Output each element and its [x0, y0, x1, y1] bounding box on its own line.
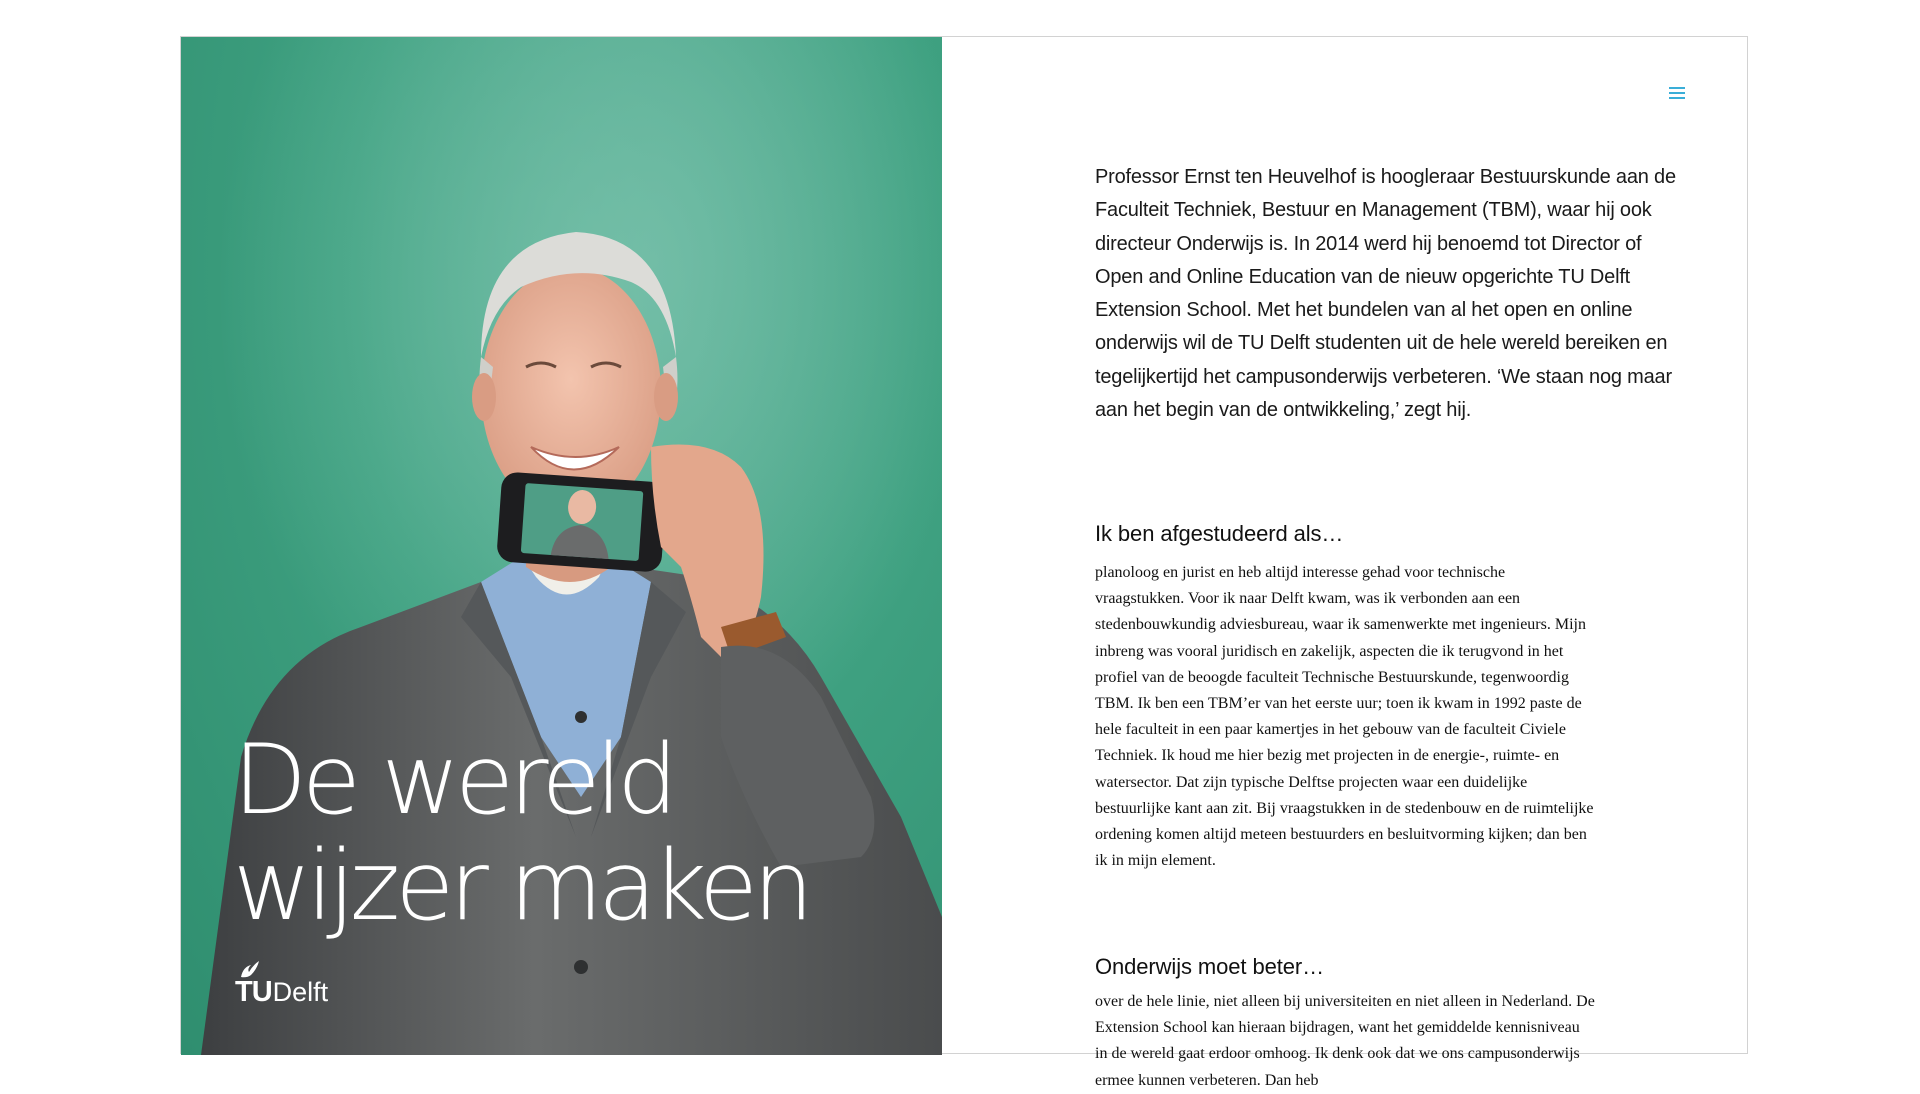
section-heading-education: Onderwijs moet beter…: [1095, 954, 1324, 979]
article-intro: Professor Ernst ten Heuvelhof is hoogleraar Bestuurskunde aan de Faculteit Techniek, Bestuur en Management (TBM), waar hij ook directeur Onderwijs is. In 2014 werd hij benoemd tot Director of Open and Online Education van de nieuw opgerichte TU Delft Extension School. Met het bundelen van al het open en online onderwijs wil de TU Delft studenten uit de hele wereld bereiken en tegelijkertijd het campusonderwijs verbeteren. ‘We staan nog maar aan het begin van de ontwikkeling,’ zegt hij.: [1095, 166, 1676, 422]
hero-headline: [233, 724, 809, 942]
section-body-education: over de hele linie, niet alleen bij universiteiten en niet alleen in Nederland. De Extension School kan hieraan bijdragen, want het gemiddelde kennisniveau in de wereld gaat erdoor omhoog. Ik denk ook dat we ons campusonderwijs ermee kunnen verbeteren. Dan heb: [1095, 993, 1595, 1089]
flame-icon: [237, 959, 261, 979]
tu-delft-logo: [235, 963, 328, 1007]
magazine-spread: [180, 36, 1748, 1089]
hamburger-menu-icon[interactable]: [1667, 84, 1689, 100]
headline-line-2: wijzer maken: [233, 830, 809, 942]
logo-tu: TU: [235, 976, 272, 1008]
section-heading-graduated: Ik ben afgestudeerd als…: [1095, 521, 1344, 546]
section-body-graduated: planoloog en jurist en heb altijd interesse gehad voor technische vraagstukken. Voor ik naar Delft kwam, was ik verbonden aan een stedenbouwkundig adviesbureau, waar ik samenwerkte met ingenieurs. Mijn inbreng was vooral juridisch en zakelijk, aspecten die ik terugvond in het profiel van de beoogde faculteit Technische Bestuurskunde, tegenwoordig TBM. Ik ben een TBM’er van het eerste uur; toen ik kwam in 1992 paste de hele faculteit in een paar kamertjes in het gebouw van de faculteit Civiele Techniek. Ik houd me hier bezig met projecten in de energie-, ruimte- en watersector. Dat zijn typische Delftse projecten waar een duidelijke bestuurlijke kant aan zit. Bij vraagstukken in de stedenbouw en de ruimtelijke ordening komen altijd meteen bestuurders en besluitvorming kijken; dan ben ik in mijn element.: [1095, 564, 1594, 870]
headline-line-1: De wereld: [233, 724, 674, 836]
hero-panel: [181, 37, 942, 1055]
logo-delft: Delft: [272, 977, 329, 1007]
article-panel: [942, 37, 1747, 1089]
